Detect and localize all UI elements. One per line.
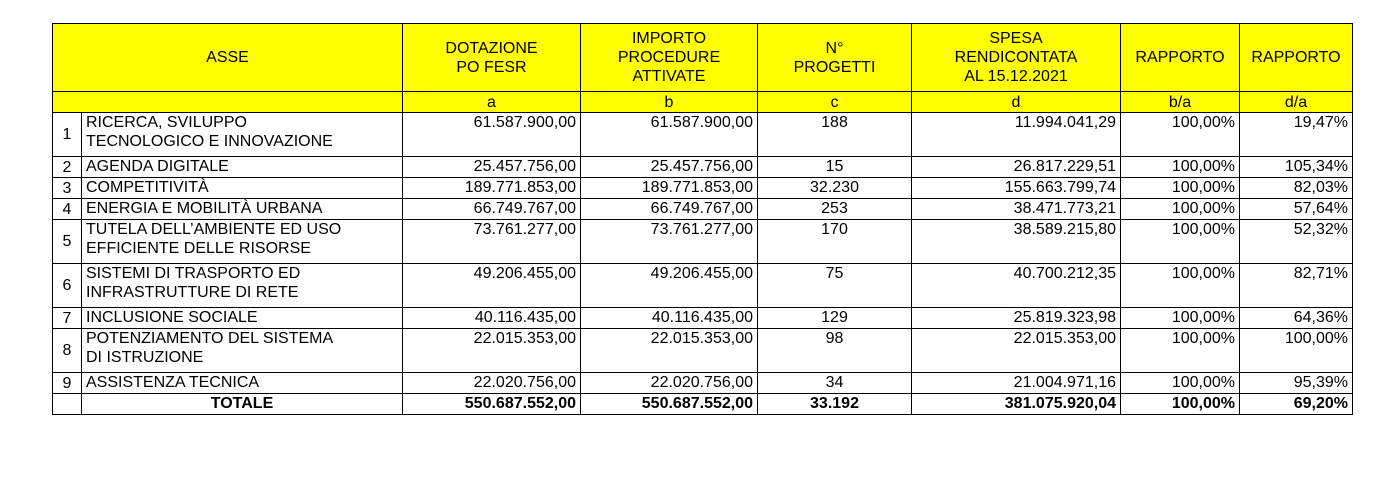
- row-importo: 49.206.455,00: [581, 264, 758, 308]
- row-importo: 25.457.756,00: [581, 157, 758, 178]
- table-row: [53, 308, 1353, 329]
- row-rapporto-ba: 100,00%: [1121, 220, 1240, 264]
- row-importo: 22.015.353,00: [581, 329, 758, 373]
- row-importo: 73.761.277,00: [581, 220, 758, 264]
- row-progetti: 34: [758, 373, 912, 394]
- row-progetti: 188: [758, 113, 912, 157]
- row-number: 1: [53, 113, 82, 157]
- row-rapporto-da: 64,36%: [1240, 308, 1353, 329]
- header-asse: ASSE: [53, 24, 403, 92]
- row-spesa: 11.994.041,29: [912, 113, 1121, 157]
- row-spesa: 38.589.215,80: [912, 220, 1121, 264]
- total-index-cell: [53, 394, 82, 415]
- total-dotazione: 550.687.552,00: [403, 394, 581, 415]
- total-row: [53, 394, 1353, 415]
- table-row: [53, 178, 1353, 199]
- subheader-da: d/a: [1240, 92, 1353, 113]
- row-importo: 61.587.900,00: [581, 113, 758, 157]
- row-progetti: 32.230: [758, 178, 912, 199]
- row-rapporto-ba: 100,00%: [1121, 113, 1240, 157]
- row-importo: 189.771.853,00: [581, 178, 758, 199]
- fesr-axes-table: [52, 23, 1353, 415]
- subheader-c: c: [758, 92, 912, 113]
- row-dotazione: 49.206.455,00: [403, 264, 581, 308]
- total-importo: 550.687.552,00: [581, 394, 758, 415]
- table-row: [53, 113, 1353, 157]
- table-row: [53, 220, 1353, 264]
- row-asse: AGENDA DIGITALE: [82, 157, 403, 178]
- subheader-ba: b/a: [1121, 92, 1240, 113]
- row-dotazione: 22.015.353,00: [403, 329, 581, 373]
- row-spesa: 38.471.773,21: [912, 199, 1121, 220]
- row-number: 9: [53, 373, 82, 394]
- header-spesa: SPESA RENDICONTATA AL 15.12.2021: [912, 24, 1121, 92]
- subheader-b: b: [581, 92, 758, 113]
- row-number: 6: [53, 264, 82, 308]
- table-row: [53, 373, 1353, 394]
- row-spesa: 25.819.323,98: [912, 308, 1121, 329]
- row-rapporto-ba: 100,00%: [1121, 178, 1240, 199]
- row-number: 8: [53, 329, 82, 373]
- row-importo: 22.020.756,00: [581, 373, 758, 394]
- row-rapporto-ba: 100,00%: [1121, 264, 1240, 308]
- row-dotazione: 61.587.900,00: [403, 113, 581, 157]
- row-asse: POTENZIAMENTO DEL SISTEMA DI ISTRUZIONE: [82, 329, 403, 373]
- row-rapporto-ba: 100,00%: [1121, 373, 1240, 394]
- header-rapporto-ba: RAPPORTO: [1121, 24, 1240, 92]
- row-rapporto-da: 52,32%: [1240, 220, 1353, 264]
- row-rapporto-da: 95,39%: [1240, 373, 1353, 394]
- row-progetti: 129: [758, 308, 912, 329]
- row-asse: ASSISTENZA TECNICA: [82, 373, 403, 394]
- subheader-row: [53, 92, 1353, 113]
- row-progetti: 15: [758, 157, 912, 178]
- row-progetti: 170: [758, 220, 912, 264]
- row-rapporto-da: 57,64%: [1240, 199, 1353, 220]
- row-asse: INCLUSIONE SOCIALE: [82, 308, 403, 329]
- row-rapporto-da: 100,00%: [1240, 329, 1353, 373]
- row-progetti: 253: [758, 199, 912, 220]
- row-rapporto-ba: 100,00%: [1121, 329, 1240, 373]
- total-spesa: 381.075.920,04: [912, 394, 1121, 415]
- row-asse: ENERGIA E MOBILITÀ URBANA: [82, 199, 403, 220]
- subheader-asse: [53, 92, 403, 113]
- table-row: [53, 329, 1353, 373]
- row-asse: TUTELA DELL’AMBIENTE ED USO EFFICIENTE DELLE RISORSE: [82, 220, 403, 264]
- header-dotazione: DOTAZIONE PO FESR: [403, 24, 581, 92]
- header-row: [53, 24, 1353, 92]
- header-progetti: N° PROGETTI: [758, 24, 912, 92]
- row-asse: COMPETITIVITÀ: [82, 178, 403, 199]
- row-spesa: 22.015.353,00: [912, 329, 1121, 373]
- row-asse: RICERCA, SVILUPPO TECNOLOGICO E INNOVAZIONE: [82, 113, 403, 157]
- header-importo: IMPORTO PROCEDURE ATTIVATE: [581, 24, 758, 92]
- row-importo: 40.116.435,00: [581, 308, 758, 329]
- row-rapporto-ba: 100,00%: [1121, 308, 1240, 329]
- header-rapporto-da: RAPPORTO: [1240, 24, 1353, 92]
- total-rapporto-da: 69,20%: [1240, 394, 1353, 415]
- row-spesa: 155.663.799,74: [912, 178, 1121, 199]
- table-row: [53, 199, 1353, 220]
- row-number: 5: [53, 220, 82, 264]
- row-rapporto-da: 82,71%: [1240, 264, 1353, 308]
- row-dotazione: 73.761.277,00: [403, 220, 581, 264]
- row-rapporto-ba: 100,00%: [1121, 199, 1240, 220]
- subheader-a: a: [403, 92, 581, 113]
- row-spesa: 26.817.229,51: [912, 157, 1121, 178]
- row-dotazione: 22.020.756,00: [403, 373, 581, 394]
- row-asse: SISTEMI DI TRASPORTO ED INFRASTRUTTURE DI RETE: [82, 264, 403, 308]
- total-progetti: 33.192: [758, 394, 912, 415]
- row-rapporto-da: 82,03%: [1240, 178, 1353, 199]
- row-number: 7: [53, 308, 82, 329]
- total-rapporto-ba: 100,00%: [1121, 394, 1240, 415]
- total-label: TOTALE: [82, 394, 403, 415]
- row-progetti: 75: [758, 264, 912, 308]
- row-spesa: 40.700.212,35: [912, 264, 1121, 308]
- row-dotazione: 66.749.767,00: [403, 199, 581, 220]
- table-row: [53, 157, 1353, 178]
- row-number: 3: [53, 178, 82, 199]
- row-dotazione: 189.771.853,00: [403, 178, 581, 199]
- row-rapporto-ba: 100,00%: [1121, 157, 1240, 178]
- row-dotazione: 40.116.435,00: [403, 308, 581, 329]
- row-number: 2: [53, 157, 82, 178]
- row-dotazione: 25.457.756,00: [403, 157, 581, 178]
- subheader-d: d: [912, 92, 1121, 113]
- row-spesa: 21.004.971,16: [912, 373, 1121, 394]
- row-rapporto-da: 105,34%: [1240, 157, 1353, 178]
- row-importo: 66.749.767,00: [581, 199, 758, 220]
- row-rapporto-da: 19,47%: [1240, 113, 1353, 157]
- table-row: [53, 264, 1353, 308]
- row-number: 4: [53, 199, 82, 220]
- row-progetti: 98: [758, 329, 912, 373]
